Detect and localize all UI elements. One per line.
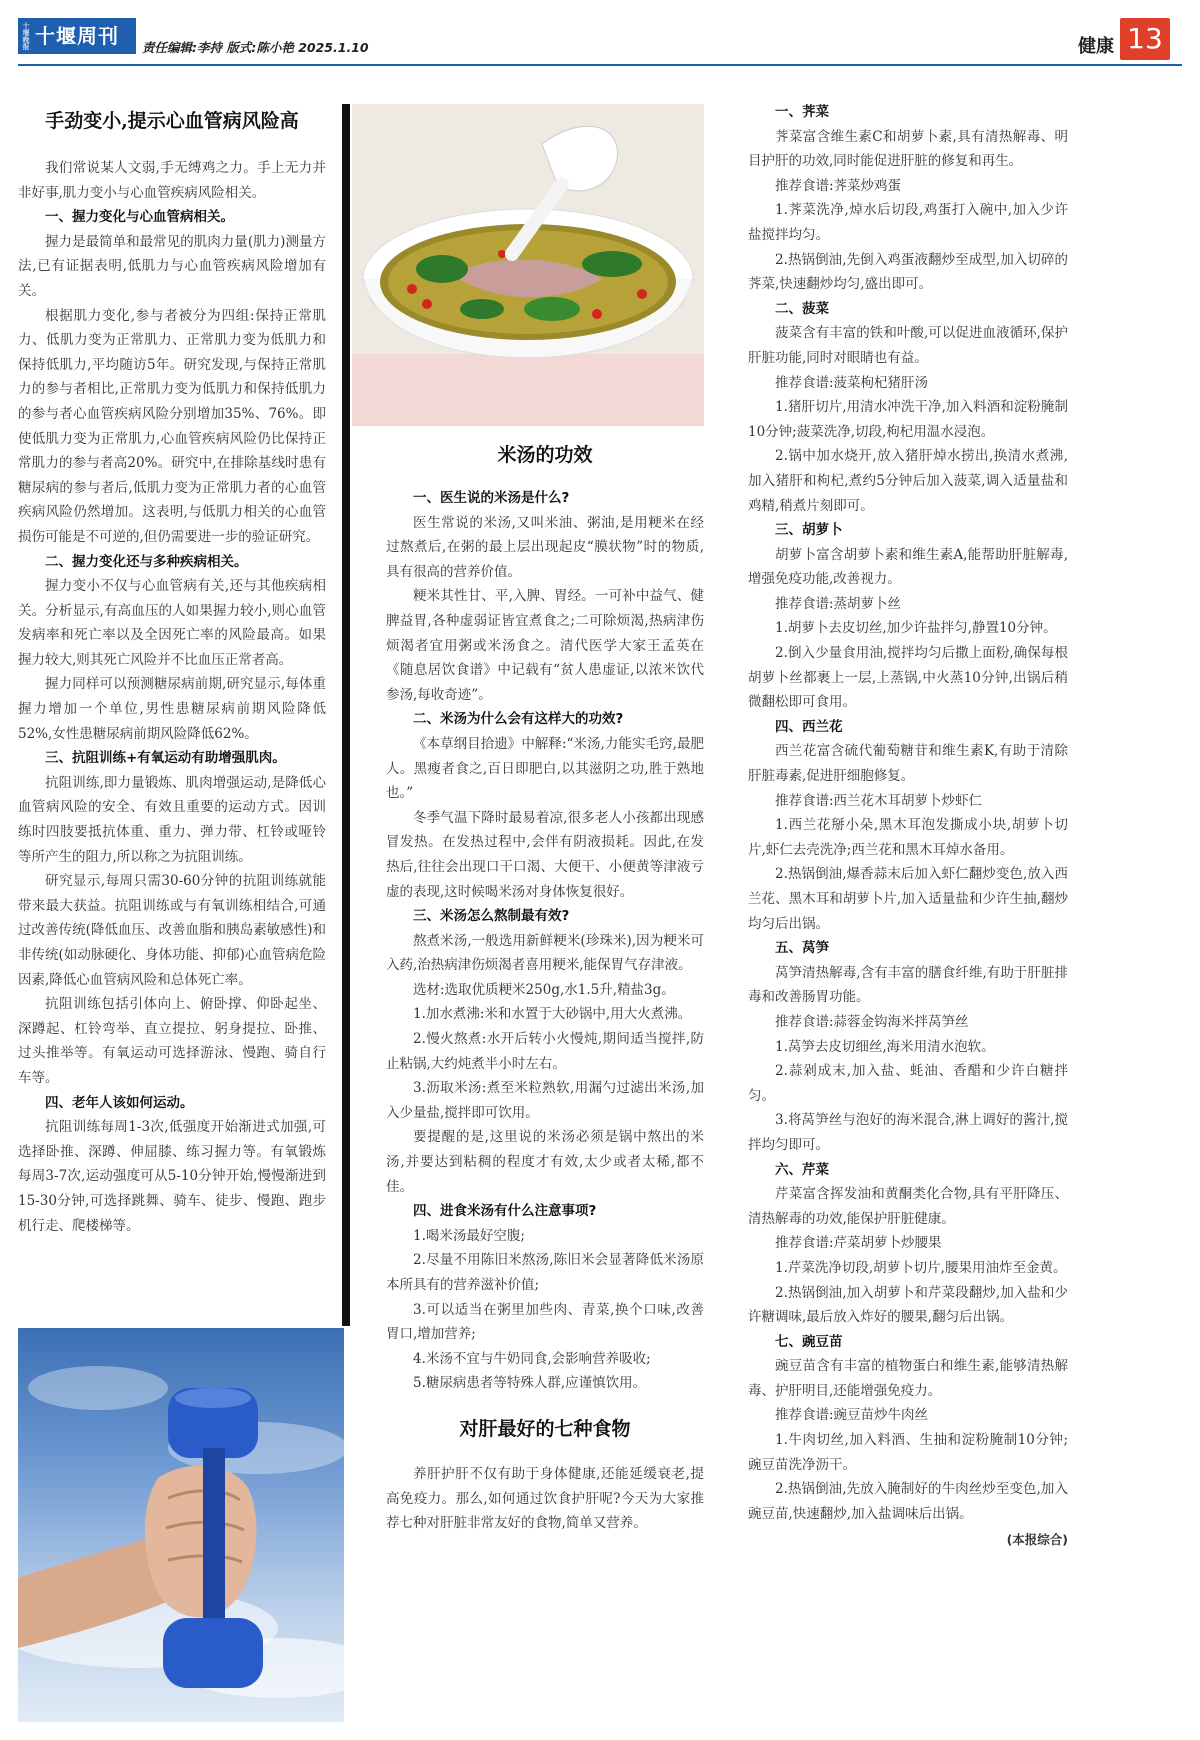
paragraph: 研究显示,每周只需30-60分钟的抗阻训练就能带来最大获益。抗阻训练或与有氧训练相结合,可通过改善传统(降低血压、改善血脂和胰岛素敏感性)和非传统(如动脉硬化、身体功能、抑郁)心血管病危险因素,降低心血管病风险和总体死亡率。 — [18, 873, 326, 988]
paragraph: 1.荠菜洗净,焯水后切段,鸡蛋打入碗中,加入少许盐搅拌均匀。 — [748, 202, 1068, 243]
paragraph: 2.慢火熬煮:水开后转小火慢炖,期间适当搅拌,防止粘锅,大约炖煮半小时左右。 — [386, 1031, 704, 1072]
paragraph: 推荐食谱:西兰花木耳胡萝卜炒虾仁 — [775, 792, 983, 809]
paragraph: 选材:选取优质粳米250g,水1.5升,精盐3g。 — [413, 981, 675, 998]
paragraph: 2.倒入少量食用油,搅拌均匀后撒上面粉,确保每根胡萝卜丝都裹上一层,上蒸锅,中火蒸10分钟,出锅后稍微翻松即可食用。 — [748, 645, 1068, 711]
page-header — [18, 18, 1182, 70]
paragraph: 2.蒜剁成末,加入盐、蚝油、香醋和少许白糖拌匀。 — [748, 1063, 1068, 1104]
header-divider — [18, 64, 1182, 66]
paragraph: 医生常说的米汤,又叫米油、粥油,是用粳米在经过熬煮后,在粥的最上层出现起皮“膜状物”时的物质,具有很高的营养价值。 — [386, 514, 704, 580]
soup-bowl-illustration — [352, 104, 704, 426]
article-intro: 养肝护肝不仅有助于身体健康,还能延缓衰老,提高免疫力。那么,如何通过饮食护肝呢?今天为大家推荐七种对肝脏非常友好的食物,简单又营养。 — [386, 1465, 704, 1532]
paragraph: 冬季气温下降时最易着凉,很多老人小孩都出现感冒发热。在发热过程中,会伴有阴液损耗。因此,在发热后,往往会出现口干口渴、大便干、小便黄等津液亏虚的表现,这时候喝米汤对身体恢复很好。 — [386, 809, 704, 900]
paragraph: 《本草纲目拾遗》中解释:“米汤,力能实毛窍,最肥人。黑瘦者食之,百日即肥白,以其滋阴之功,胜于熟地也。” — [386, 735, 704, 802]
paragraph: 4.米汤不宜与牛奶同食,会影响营养吸收; — [413, 1350, 651, 1367]
masthead-title: 十堰周刊 — [35, 24, 119, 48]
paragraph: 推荐食谱:菠菜枸杞猪肝汤 — [775, 374, 929, 391]
paragraph: 芹菜富含挥发油和黄酮类化合物,具有平肝降压、清热解毒的功效,能保护肝脏健康。 — [748, 1186, 1068, 1227]
paragraph: 3.将莴笋丝与泡好的海米混合,淋上调好的酱汁,搅拌均匀即可。 — [748, 1112, 1068, 1153]
section-heading: 三、抗阻训练+有氧运动有助增强肌肉。 — [45, 750, 286, 767]
article-grip-strength — [18, 106, 326, 1238]
paragraph: 1.喝米汤最好空腹; — [413, 1227, 525, 1244]
paragraph: 推荐食谱:荠菜炒鸡蛋 — [775, 177, 902, 194]
paragraph: 3.可以适当在粥里加些肉、青菜,换个口味,改善胃口,增加营养; — [386, 1301, 704, 1343]
paragraph: 2.热锅倒油,先放入腌制好的牛肉丝炒至变色,加入豌豆苗,快速翻炒,加入盐调味后出锅。 — [748, 1481, 1068, 1522]
section-heading: 七、豌豆苗 — [775, 1333, 843, 1350]
article-liver-foods — [748, 100, 1068, 1553]
paragraph: 推荐食谱:蒜蓉金钩海米拌莴笋丝 — [775, 1013, 969, 1030]
article-body — [18, 156, 326, 1238]
paragraph: 2.热锅倒油,先倒入鸡蛋液翻炒至成型,加入切碎的荠菜,快速翻炒均匀,盛出即可。 — [748, 251, 1068, 293]
masthead-logo — [18, 18, 136, 54]
paragraph: 2.热锅倒油,爆香蒜末后加入虾仁翻炒变色,放入西兰花、黑木耳和胡萝卜片,加入适量盐和少许生抽,翻炒均匀后出锅。 — [748, 866, 1068, 932]
section-name: 健康 — [1078, 36, 1114, 57]
paragraph: 抗阻训练包括引体向上、俯卧撑、仰卧起坐、深蹲起、杠铃弯举、直立提拉、躬身提拉、卧推、过头推举等。有氧运动可选择游泳、慢跑、骑自行车等。 — [18, 996, 326, 1086]
section-heading: 一、握力变化与心血管病相关。 — [45, 209, 234, 226]
article-body — [748, 100, 1068, 1526]
paragraph: 5.糖尿病患者等特殊人群,应谨慎饮用。 — [413, 1375, 647, 1392]
paragraph: 西兰花富含硫代葡萄糖苷和维生素K,有助于清除肝脏毒素,促进肝细胞修复。 — [748, 743, 1068, 785]
paragraph: 2.尽量不用陈旧米熬汤,陈旧米会显著降低米汤原本所具有的营养滋补价值; — [386, 1252, 704, 1293]
paragraph: 粳米其性甘、平,入脾、胃经。一可补中益气、健脾益胃,各种虚弱证皆宜煮食之;二可除烦渴,热病津伤烦渴者宜用粥或米汤食之。清代医学大家王孟英在《随息居饮食谱》中记载有“贫人患虚证,以浓米饮代参汤,每收奇迹”。 — [386, 588, 704, 703]
section-heading: 一、荠菜 — [775, 104, 829, 120]
paragraph: 1.莴笋去皮切细丝,海米用清水泡软。 — [775, 1038, 995, 1055]
paragraph: 1.牛肉切丝,加入料酒、生抽和淀粉腌制10分钟;豌豆苗洗净沥干。 — [748, 1432, 1068, 1473]
paragraph: 1.芹菜洗净切段,胡萝卜切片,腰果用油炸至金黄。 — [775, 1259, 1067, 1276]
editor-info: 责任编辑:李持 版式:陈小艳 2025.1.10 — [142, 40, 369, 55]
paragraph: 豌豆苗含有丰富的植物蛋白和维生素,能够清热解毒、护肝明目,还能增强免疫力。 — [748, 1358, 1068, 1399]
paragraph: 握力是最简单和最常见的肌肉力量(肌力)测量方法,已有证据表明,低肌力与心血管疾病风险增加有关。 — [18, 233, 326, 299]
section-heading: 二、米汤为什么会有这样大的功效? — [413, 711, 624, 728]
paragraph: 1.加水煮沸:米和水置于大砂锅中,用大火煮沸。 — [413, 1006, 692, 1023]
article-body — [386, 486, 704, 1396]
dumbbell-illustration — [18, 1328, 344, 1722]
section-heading: 三、米汤怎么熬制最有效? — [413, 908, 570, 925]
paragraph: 我们常说某人文弱,手无缚鸡之力。手上无力并非好事,肌力变小与心血管疾病风险相关。 — [18, 160, 326, 201]
paragraph: 要提醒的是,这里说的米汤必须是锅中熬出的米汤,并要达到粘稠的程度才有效,太少或者太稀,都不佳。 — [386, 1129, 704, 1195]
paragraph: 菠菜含有丰富的铁和叶酸,可以促进血液循环,保护肝脏功能,同时对眼睛也有益。 — [748, 325, 1068, 366]
paragraph: 1.西兰花掰小朵,黑木耳泡发撕成小块,胡萝卜切片,虾仁去壳洗净;西兰花和黑木耳焯水备用。 — [748, 817, 1068, 858]
article-title: 米汤的功效 — [497, 444, 593, 466]
section-heading: 三、胡萝卜 — [775, 522, 843, 539]
paragraph: 荠菜富含维生素C和胡萝卜素,具有清热解毒、明目护肝的功效,同时能促进肝脏的修复和再生。 — [748, 128, 1068, 170]
paragraph: 3.沥取米汤:煮至米粒熟软,用漏勺过滤出米汤,加入少量盐,搅拌即可饮用。 — [386, 1080, 704, 1121]
paragraph: 推荐食谱:豌豆苗炒牛肉丝 — [775, 1407, 929, 1424]
paragraph: 根据肌力变化,参与者被分为四组:保持正常肌力、低肌力变为正常肌力、正常肌力变为低肌力和保持低肌力,平均随访5年。研究发现,与保持正常肌力的参与者相比,正常肌力变为低肌力和保持低肌力的参与者心血管疾病风险分别增加35%、76%。即使低肌力变为正常肌力,心血管疾病风险仍比保持正常肌力的参与者高20%。研究中,在排除基线时患有糖尿病的参与者后,低肌力变为正常肌力者的心血管疾病风险仍然增加。这表明,与低肌力相关的心血管损伤可能是不可逆的,但仍需要进一步的验证研究。 — [18, 307, 326, 545]
section-heading: 一、医生说的米汤是什么? — [413, 490, 570, 506]
paragraph: 抗阻训练,即力量锻炼、肌肉增强运动,是降低心血管病风险的安全、有效且重要的运动方式。因训练时四肢要抵抗体重、重力、弹力带、杠铃或哑铃等所产生的阻力,所以称之为抗阻训练。 — [18, 774, 326, 865]
section-heading: 二、菠菜 — [775, 300, 829, 317]
section-heading: 四、西兰花 — [775, 718, 843, 735]
paragraph: 推荐食谱:蒸胡萝卜丝 — [775, 595, 902, 612]
paragraph: 1.猪肝切片,用清水冲洗干净,加入料酒和淀粉腌制10分钟;菠菜洗净,切段,枸杞用温水浸泡。 — [748, 399, 1068, 440]
dumbbell-photo — [18, 1328, 344, 1722]
section-heading: 四、进食米汤有什么注意事项? — [413, 1203, 597, 1220]
section-heading: 四、老年人该如何运动。 — [45, 1094, 194, 1111]
rice-soup-photo — [352, 104, 704, 426]
paragraph: 握力同样可以预测糖尿病前期,研究显示,每体重握力增加一个单位,男性患糖尿病前期风险降低52%,女性患糖尿病前期风险降低62%。 — [18, 676, 326, 742]
page-number-badge: 13 — [1120, 18, 1170, 60]
paragraph: 推荐食谱:芹菜胡萝卜炒腰果 — [775, 1235, 942, 1252]
paragraph: 抗阻训练每周1-3次,低强度开始渐进式加强,可选择卧推、深蹲、伸屈膝、练习握力等。有氧锻炼每周3-7次,运动强度可从5-10分钟开始,慢慢渐进到15-30分钟,可选择跳舞、骑车、徒步、慢跑、跑步机行走、爬楼梯等。 — [18, 1119, 326, 1234]
paragraph: 握力变小不仅与心血管病有关,还与其他疾病相关。分析显示,有高血压的人如果握力较小,则心血管发病率和死亡率以及全因死亡率的风险最高。如果握力较大,则其死亡风险并不比血压正常者高。 — [18, 578, 326, 668]
section-heading: 二、握力变化还与多种疾病相关。 — [45, 553, 248, 570]
paragraph: 熬煮米汤,一般选用新鲜粳米(珍珠米),因为粳米可入药,治热病津伤烦渴者喜用粳米,能保胃气存津液。 — [386, 932, 704, 974]
photo-frame-bar — [342, 104, 350, 1326]
paragraph: 2.热锅倒油,加入胡萝卜和芹菜段翻炒,加入盐和少许糖调味,最后放入炸好的腰果,翻匀后出锅。 — [748, 1284, 1068, 1326]
paragraph: 莴笋清热解毒,含有丰富的膳食纤维,有助于肝脏排毒和改善肠胃功能。 — [748, 964, 1068, 1006]
article-title: 手劲变小,提示心血管病风险高 — [45, 110, 299, 132]
section-heading: 六、芹菜 — [775, 1161, 829, 1178]
article-title: 对肝最好的七种食物 — [459, 1417, 631, 1440]
paragraph: 1.胡萝卜去皮切丝,加少许盐拌匀,静置10分钟。 — [775, 620, 1057, 637]
article-credit: (本报综合) — [1006, 1532, 1068, 1548]
paragraph: 2.锅中加水烧开,放入猪肝焯水捞出,换清水煮沸,加入猪肝和枸杞,煮约5分钟后加入菠菜,调入适量盐和鸡精,稍煮片刻即可。 — [748, 448, 1068, 514]
article-rice-soup — [386, 440, 704, 1536]
section-heading: 五、莴笋 — [775, 940, 829, 957]
paragraph: 胡萝卜富含胡萝卜素和维生素A,能帮助肝脏解毒,增强免疫功能,改善视力。 — [748, 546, 1068, 588]
masthead-mini-text: 十堰晚报 — [22, 22, 31, 50]
